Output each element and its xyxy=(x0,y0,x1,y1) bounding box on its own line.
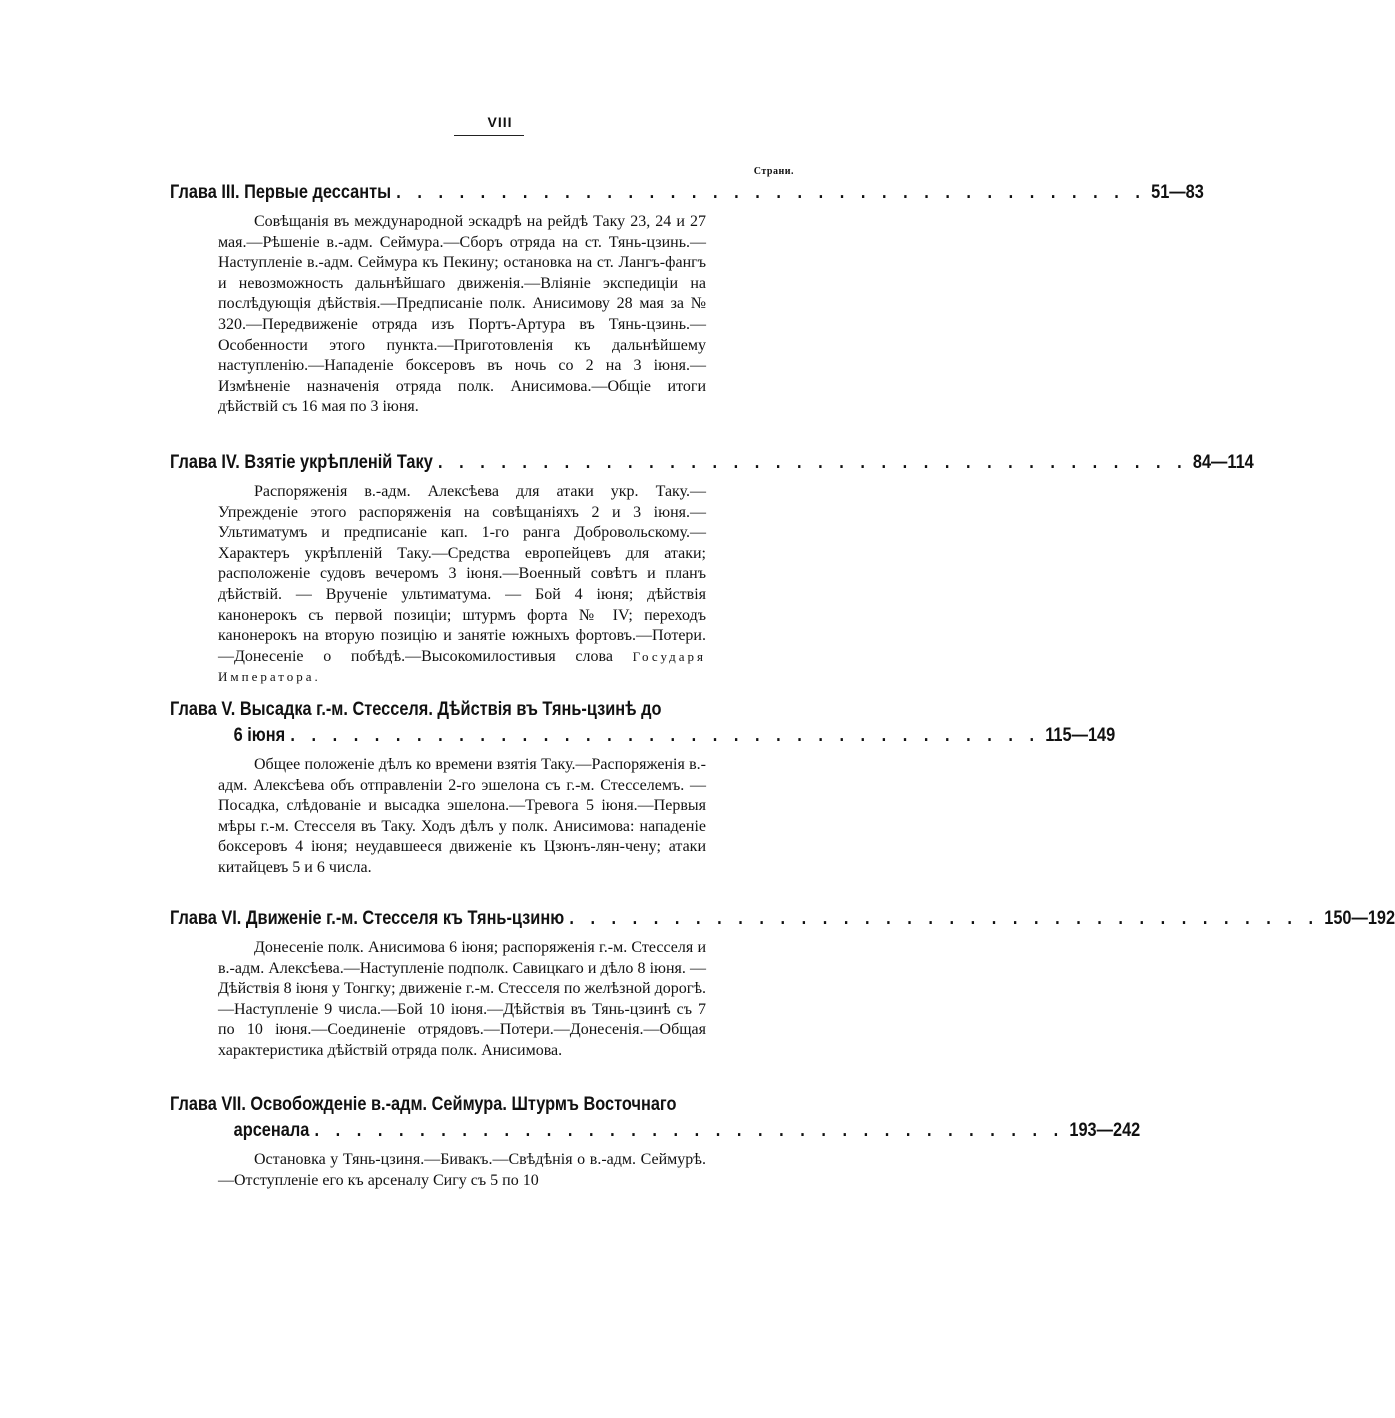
chapter-summary: Донесеніе полк. Анисимова 6 іюня; распоряженія г.-м. Стесселя и в.-адм. Алексѣева.—Наступленіе подполк. Савицкаго и дѣло 8 іюня. — Дѣйствія 8 іюня у Тонгку; движеніе г.-м. Стесселя по желѣзной дорогѣ.—Наступленіе 9 числа.—Бой 10 іюня.—Дѣйствія въ Тянь-цзинѣ съ 7 по 10 іюня.—Соединеніе отрядовъ.—Потери.—Донесенія.—Общая характеристика дѣйствій отряда полк. Анисимова. xyxy=(218,939,706,1059)
chapter-title-line2: 6 іюня xyxy=(233,725,286,746)
chapter-heading-line2[interactable] xyxy=(170,1118,1141,1144)
chapter-pages: 115—149 xyxy=(1045,725,1116,746)
chapter-summary: Общее положеніе дѣлъ ко времени взятія Таку.—Распоряженія в.-адм. Алексѣева объ отправленіи 2-го эшелона съ г.-м. Стесселемъ. — Посадка, слѣдованіе и высадка эшелона.—Тревога 5 іюня.—Первыя мѣры г.-м. Стесселя въ Таку. Ходъ дѣлъ у полк. Анисимова: нападеніе боксеровъ 4 іюня; неудавшееся движеніе къ Цзюнъ-лян-чену; атаки китайцевъ 5 и 6 числа. xyxy=(218,756,706,876)
chapter-6 xyxy=(170,906,1395,1062)
chapter-summary: Остановка у Тянь-цзиня.—Бивакъ.—Свѣдѣнія о в.-адм. Сеймурѣ.—Отступленіе его къ арсеналу Сигу съ 5 по 10 xyxy=(218,1151,706,1189)
chapter-title: Глава V. Высадка г.-м. Стесселя. Дѣйствія въ Тянь-цзинѣ до xyxy=(170,699,662,720)
chapter-heading-line2[interactable] xyxy=(170,723,1116,749)
chapter-pages: 193—242 xyxy=(1069,1120,1141,1141)
chapter-heading[interactable] xyxy=(170,697,795,723)
leader-dots: . . . . . . . . . . . . . . . . . . . . . . . . . . . . . . . . . . . . xyxy=(290,725,1041,746)
chapter-summary xyxy=(218,482,706,688)
leader-dots: . . . . . . . . . . . . . . . . . . . . . . . . . . . . . . . . . . . . xyxy=(314,1120,1065,1141)
chapter-pages: 150—192 xyxy=(1324,908,1395,929)
chapter-3 xyxy=(170,180,1204,418)
chapter-title-line2: арсенала xyxy=(233,1120,310,1141)
chapter-heading[interactable] xyxy=(170,1092,795,1118)
chapter-7 xyxy=(170,1092,1141,1191)
pages-column-label: Страни. xyxy=(753,166,794,177)
chapter-5 xyxy=(170,697,1116,879)
chapter-title: Глава IV. Взятіе укрѣпленій Таку xyxy=(170,452,433,473)
page-number: VIII xyxy=(487,114,513,130)
summary-spaced-text: Государя Императора. xyxy=(218,648,706,685)
chapter-title: Глава III. Первые дессанты xyxy=(170,182,392,203)
chapter-heading[interactable] xyxy=(170,180,1204,206)
summary-text: Распоряженія в.-адм. Алексѣева для атаки укр. Таку.—Упрежденіе этого распоряженія на совѣщаніяхъ 2 и 3 іюня.—Ультиматумъ и предписаніе кап. 1-го ранга Добровольскому.—Характеръ укрѣпленій Таку.—Средства европейцевъ для атаки; расположеніе судовъ вечеромъ 3 іюня.—Военный совѣтъ и планъ дѣйствій. — Врученіе ультиматума. — Бой 4 іюня; дѣйствія канонерокъ съ первой позиціи; штурмъ форта № IV; переходъ канонерокъ на вторую позицію и занятіе южныхъ фортовъ.—Потери.—Донесеніе о побѣдѣ.—Высокомилостивыя слова xyxy=(218,483,706,665)
chapter-heading[interactable] xyxy=(170,906,1395,932)
chapter-pages: 51—83 xyxy=(1151,182,1204,203)
leader-dots: . . . . . . . . . . . . . . . . . . . . . . . . . . . . . . . . . . . . xyxy=(437,452,1188,473)
chapter-summary: Совѣщанія въ международной эскадрѣ на рейдѣ Таку 23, 24 и 27 мая.—Рѣшеніе в.-адм. Сеймура.—Сборъ отряда на ст. Тянь-цзинь.—Наступленіе в.-адм. Сеймура къ Пекину; остановка на ст. Лангъ-фангъ и невозможность дальнѣйшаго движенія.—Вліяніе экспедиціи на послѣдующія дѣйствія.—Предписаніе полк. Анисимову 28 мая за № 320.—Передвиженіе отряда изъ Портъ-Артура въ Тянь-цзинь.—Особенности этого пункта.—Приготовленія къ дальнѣйшему наступленію.—Нападеніе боксеровъ въ ночь со 2 на 3 іюня.—Измѣненіе назначенія отряда полк. Анисимова.—Общіе итоги дѣйствій съ 16 мая по 3 іюня. xyxy=(218,213,706,416)
chapter-title: Глава VII. Освобожденіе в.-адм. Сеймура. Штурмъ Восточнаго xyxy=(170,1094,677,1115)
page-number-rule xyxy=(454,135,524,136)
leader-dots: . . . . . . . . . . . . . . . . . . . . . . . . . . . . . . . . . . . . xyxy=(396,182,1146,203)
chapter-title: Глава VI. Движеніе г.-м. Стесселя къ Тянь-цзиню xyxy=(170,908,565,929)
chapter-4 xyxy=(170,450,1254,688)
chapter-pages: 84—114 xyxy=(1192,452,1254,473)
leader-dots: . . . . . . . . . . . . . . . . . . . . . . . . . . . . . . . . . . . . xyxy=(569,908,1320,929)
chapter-heading[interactable] xyxy=(170,450,1254,476)
